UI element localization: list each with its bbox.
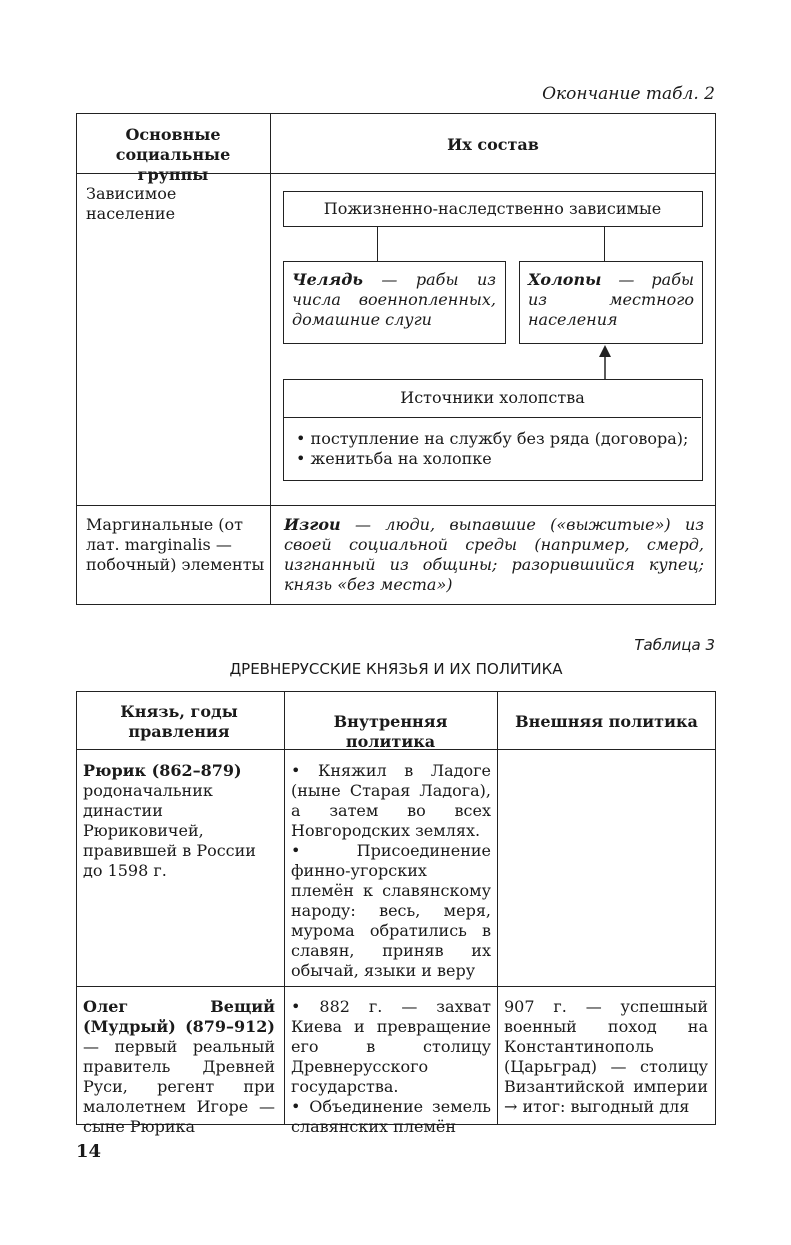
oleg-internal-item-1: • 882 г. — захват Киева и превращение его в столицу Древнерусского государства. <box>291 997 491 1096</box>
group-dependent: Зависимое население <box>86 184 177 223</box>
table-2-header-groups: Основные социальные группы <box>115 125 231 184</box>
kholopy-box <box>519 261 703 344</box>
rurik-internal-item-1: • Княжил в Ладоге (ныне Старая Ладога), а затем во всех Новгородских землях. <box>291 761 491 840</box>
prince-rurik-name: Рюрик (862–879) <box>83 761 242 780</box>
table-3-row-divider <box>76 986 716 987</box>
sources-item-1: • поступление на службу без ряда (договора); <box>296 429 689 448</box>
prince-rurik <box>83 761 261 881</box>
rurik-internal-policy <box>291 761 491 981</box>
izgoi-definition: — люди, выпавшие («выжитые») из своей социальной среды (например, смерд, изгнанный из общины; разорившийся купец; князь «без места») <box>284 515 704 594</box>
table-2-column-divider <box>270 113 271 605</box>
oleg-internal-policy <box>291 997 491 1137</box>
table-3-divider-2 <box>497 691 498 1125</box>
table-2-header-composition: Их состав <box>447 135 539 154</box>
kholopy-definition: — рабы из местного населения <box>528 270 694 329</box>
sources-item-2: • женитьба на холопке <box>296 449 492 468</box>
table-3-header-internal: Внутренняя политика <box>333 712 448 751</box>
chelyad-box <box>283 261 506 344</box>
kholopy-text <box>528 270 694 330</box>
chelyad-term: Челядь <box>292 270 363 289</box>
kholopy-term: Холопы <box>528 270 602 289</box>
table-continuation-caption: Окончание табл. 2 <box>542 84 715 104</box>
connector-line-left <box>377 227 378 261</box>
marginal-text <box>284 515 704 595</box>
table-3-title: ДРЕВНЕРУССКИЕ КНЯЗЬЯ И ИХ ПОЛИТИКА <box>229 660 563 678</box>
izgoi-term: Изгои <box>284 515 341 534</box>
connector-line-right <box>604 227 605 261</box>
oleg-internal-item-2: • Объединение земель славянских племён <box>291 1097 491 1136</box>
sources-item-2-text: женитьба на холопке <box>310 449 492 468</box>
rurik-internal-item-2: • Присоединение финно-угорских племён к славянскому народу: весь, меря, мурома обратились в славян, приняв их обычай, языки и веру <box>291 841 491 980</box>
table-3-header-prince: Князь, годы правления <box>120 702 238 741</box>
chelyad-text <box>292 270 496 330</box>
sources-title: Источники холопства <box>400 388 585 407</box>
chelyad-definition: — рабы из числа военнопленных, домашние слуги <box>292 270 496 329</box>
prince-oleg-desc: — первый реальный правитель Древней Руси, регент при малолетнем Игоре — сыне Рюрика <box>83 1037 275 1136</box>
table-3-label: Таблица 3 <box>634 636 715 654</box>
oleg-external-policy: 907 г. — успешный военный поход на Константинополь (Царьград) — столицу Византийской империи → итог: выгодный для <box>504 997 708 1116</box>
table-3-header-external: Внешняя политика <box>515 712 698 731</box>
sources-item-1-text: поступление на службу без ряда (договора); <box>310 429 689 448</box>
sources-box <box>283 379 703 481</box>
group-marginal: Маргинальные (от лат. marginalis — побочный) элементы <box>86 515 265 574</box>
prince-oleg-name: Олег Вещий (Мудрый) (879–912) <box>83 997 275 1036</box>
table-2-row-divider <box>76 505 716 506</box>
arrow-up-icon <box>596 344 614 380</box>
sources-divider <box>284 417 701 418</box>
prince-rurik-desc: родоначальник династии Рюриковичей, правившей в России до 1598 г. <box>83 781 256 880</box>
page-number: 14 <box>76 1141 102 1162</box>
prince-oleg <box>83 997 275 1137</box>
lifelong-dependent-label: Пожизненно-наследственно зависимые <box>323 199 662 218</box>
table-3-divider-1 <box>284 691 285 1125</box>
lifelong-dependent-box <box>283 191 703 227</box>
